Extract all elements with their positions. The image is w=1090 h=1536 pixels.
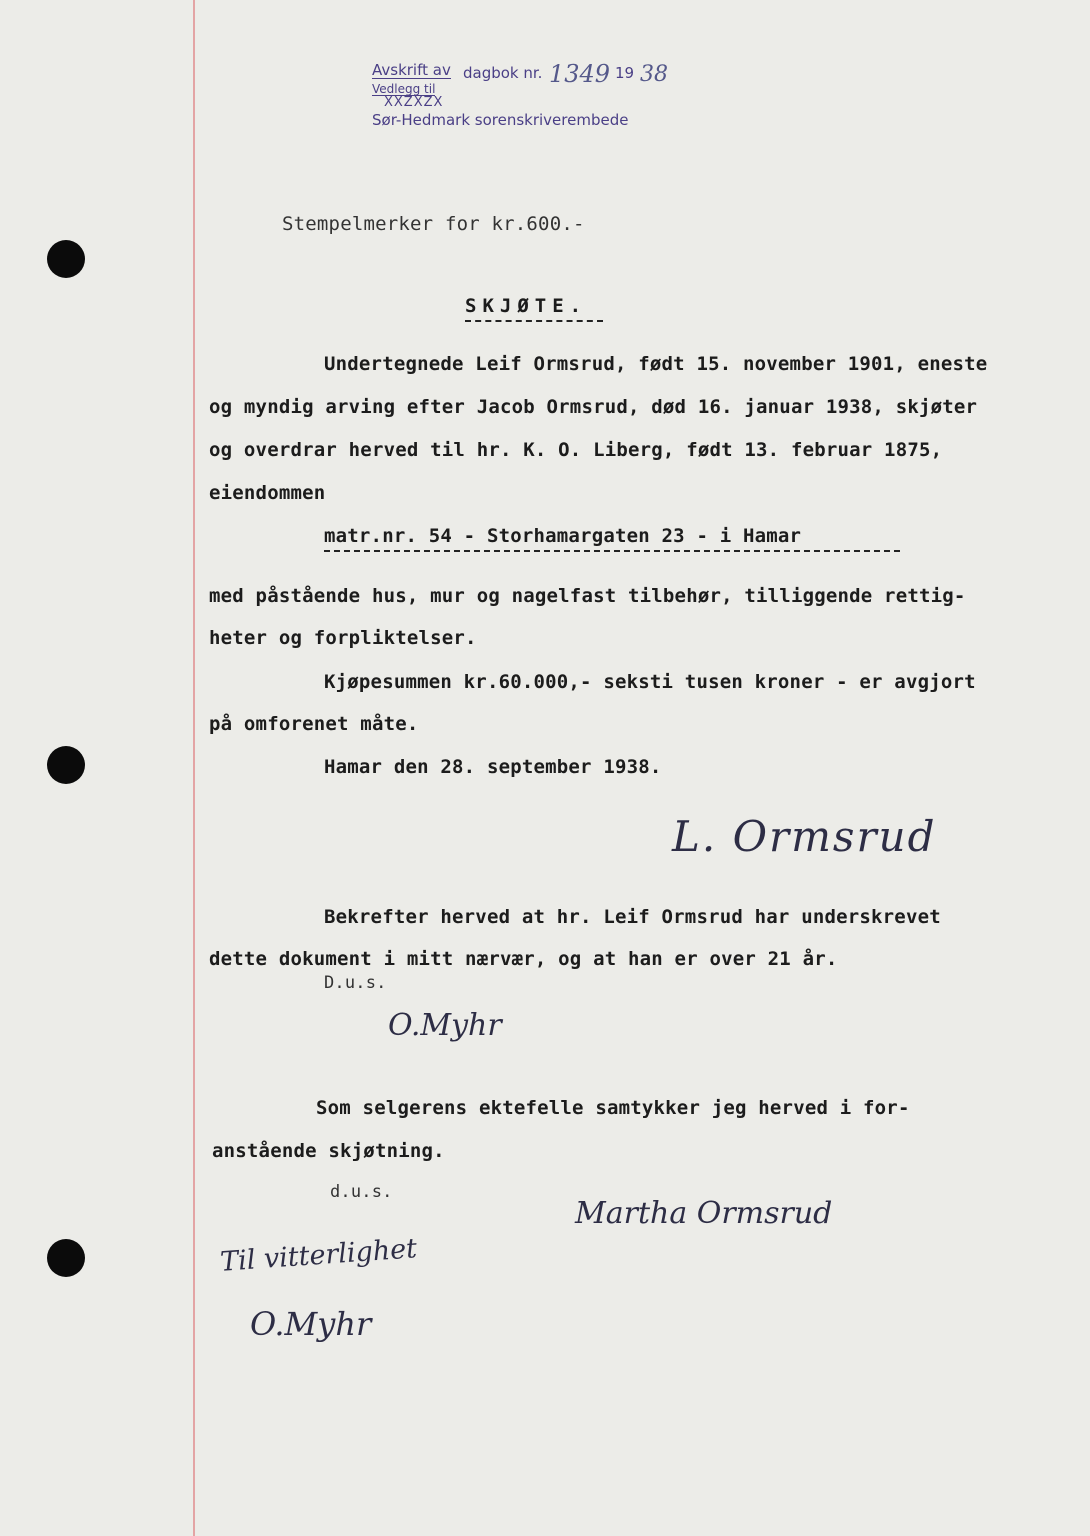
paragraph-line-2: og myndig arving efter Jacob Ormsrud, død 16. januar 1938, skjøter <box>209 396 978 418</box>
signature-spouse: Martha Ormsrud <box>575 1196 833 1231</box>
punch-hole-top <box>47 240 85 278</box>
place-date: Hamar den 28. september 1938. <box>324 756 662 778</box>
dus-2: d.u.s. <box>330 1182 393 1202</box>
property-designation: matr.nr. 54 - Storhamargaten 23 - i Hamar <box>324 525 802 547</box>
spouse-line-1: Som selgerens ektefelle samtykker jeg herved i for- <box>316 1097 910 1119</box>
stamp-year-suffix: 38 <box>640 62 668 87</box>
stamp-duty-line: Stempelmerker for kr.600.- <box>282 213 585 235</box>
stamp-avskrift-label: Avskrift av <box>372 61 451 79</box>
paragraph-line-1: Undertegnede Leif Ormsrud, født 15. november 1901, eneste <box>324 353 988 375</box>
property-underline <box>324 550 900 552</box>
with-line-2: heter og forpliktelser. <box>209 627 477 649</box>
witness-label: Til vitterlighet <box>219 1233 418 1278</box>
signature-witness-1: O.Myhr <box>388 1008 502 1043</box>
confirm-line-2: dette dokument i mitt nærvær, og at han er over 21 år. <box>209 948 838 970</box>
spouse-line-2: anstående skjøtning. <box>212 1140 445 1162</box>
stamp-vedlegg-label: Vedlegg til <box>372 82 436 96</box>
with-line-1: med påstående hus, mur og nagelfast tilbehør, tilliggende rettig- <box>209 585 966 607</box>
paragraph-line-4: eiendommen <box>209 482 326 504</box>
price-line-2: på omforenet måte. <box>209 713 419 735</box>
punch-hole-middle <box>47 746 85 784</box>
title-underline <box>465 320 603 322</box>
confirm-line-1: Bekrefter herved at hr. Leif Ormsrud har underskrevet <box>324 906 941 928</box>
document-title: SKJØTE. <box>465 295 588 317</box>
dus-1: D.u.s. <box>324 973 387 993</box>
signature-witness-2: O.Myhr <box>250 1305 372 1343</box>
paragraph-line-3: og overdrar herved til hr. K. O. Liberg, født 13. februar 1875, <box>209 439 943 461</box>
punch-hole-bottom <box>47 1239 85 1277</box>
stamp-dagbok-label: dagbok nr. <box>463 64 543 82</box>
stamp-office: Sør-Hedmark sorenskriverembede <box>372 111 629 129</box>
stamp-dagbok-number: 1349 <box>549 60 611 88</box>
stamp-crossed-text: XXZXZX <box>384 95 444 110</box>
price-line-1: Kjøpesummen kr.60.000,- seksti tusen kroner - er avgjort <box>324 671 976 693</box>
stamp-year-prefix: 19 <box>615 64 635 82</box>
margin-line <box>193 0 195 1536</box>
signature-seller: L. Ormsrud <box>672 812 937 861</box>
